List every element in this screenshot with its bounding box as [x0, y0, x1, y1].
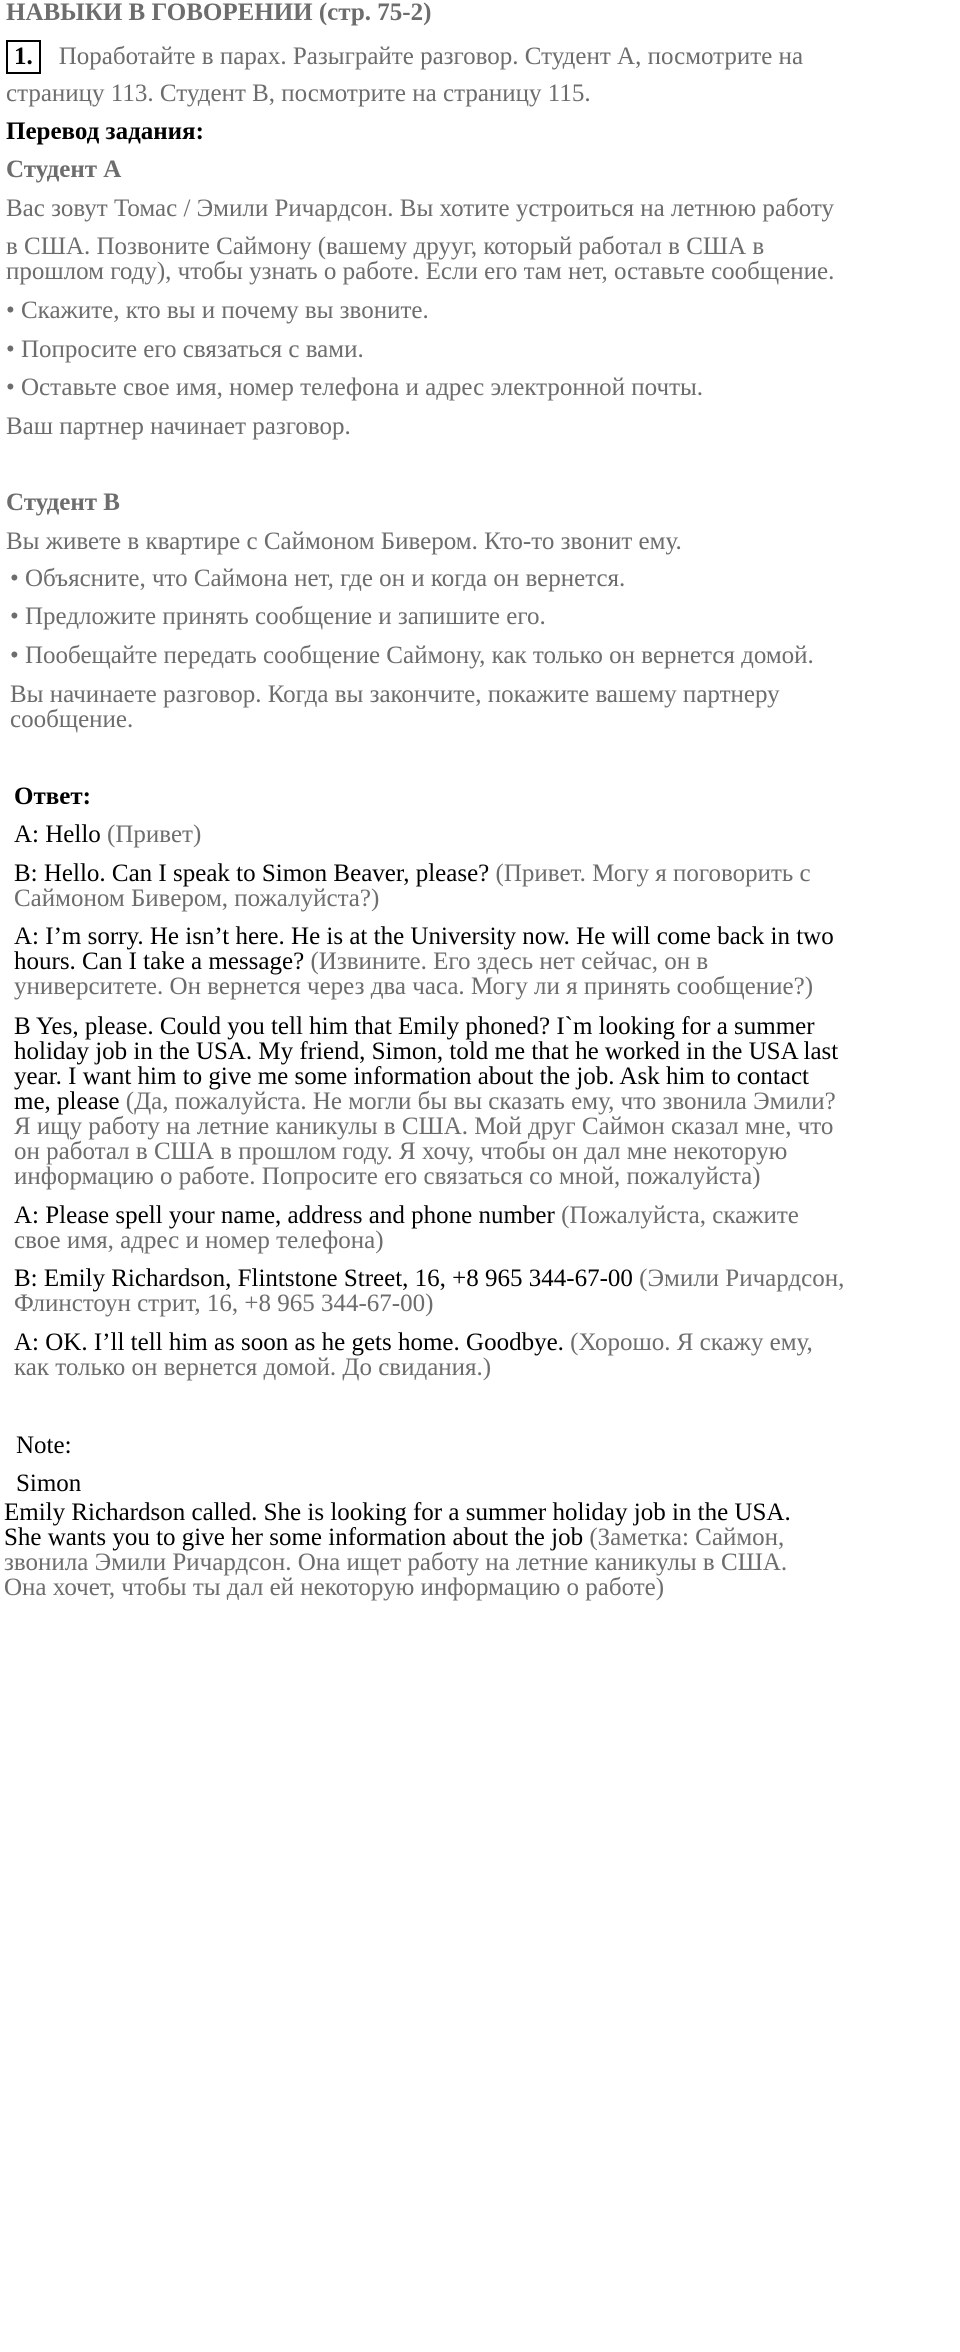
note-translation: Она хочет, чтобы ты дал ей некоторую информацию о работе)	[4, 1574, 665, 1601]
student-a-heading: Студент А	[6, 156, 122, 183]
student-b-bullet: • Пообещайте передать сообщение Саймону, как только он вернется домой.	[10, 642, 814, 669]
answer-heading: Ответ:	[14, 783, 91, 810]
dialogue-translation: информацию о работе. Попросите его связаться со мной, пожалуйста)	[14, 1163, 761, 1190]
task-text-line: страницу 113. Студент В, посмотрите на страницу 115.	[6, 80, 591, 107]
task-text-line: Поработайте в парах. Разыграйте разговор. Студент А, посмотрите на	[58, 43, 804, 70]
dialogue-english: B: Hello. Can I speak to Simon Beaver, please?	[14, 860, 496, 887]
student-a-bullet: • Оставьте свое имя, номер телефона и адрес электронной почты.	[6, 374, 704, 401]
dialogue-translation: (Да, пожалуйста. Не могли бы вы сказать ему, что звонила Эмили?	[125, 1088, 836, 1115]
dialogue-translation: (Пожалуйста, скажите	[561, 1202, 799, 1229]
dialogue-english: me, please	[14, 1088, 126, 1115]
student-b-bullet: • Объясните, что Саймона нет, где он и когда он вернется.	[10, 565, 626, 592]
student-a-closing: Ваш партнер начинает разговор.	[6, 413, 351, 440]
student-a-bullet: • Попросите его связаться с вами.	[6, 336, 364, 363]
dialogue-english: A: Hello	[14, 821, 108, 848]
note-english: Emily Richardson called. She is looking for a summer holiday job in the USA.	[4, 1499, 791, 1526]
dialogue-english: B Yes, please. Could you tell him that Emily phoned? I`m looking for a summer	[14, 1013, 815, 1040]
note-label: Note:	[16, 1432, 72, 1459]
dialogue-translation: (Извините. Его здесь нет сейчас, он в	[310, 948, 709, 975]
student-b-intro: Вы живете в квартире с Саймоном Бивером. Кто-то звонит ему.	[6, 528, 682, 555]
translation-heading: Перевод задания:	[6, 118, 204, 145]
note-translation: звонила Эмили Ричардсон. Она ищет работу на летние каникулы в США.	[4, 1549, 788, 1576]
dialogue-english: A: Please spell your name, address and phone number	[14, 1202, 562, 1229]
dialogue-line	[14, 816, 201, 854]
dialogue-english: year. I want him to give me some information about the job. Ask him to contact	[14, 1063, 809, 1090]
task-paragraph	[6, 38, 803, 76]
dialogue-translation: (Привет. Могу я поговорить с	[495, 860, 811, 887]
student-b-closing-line: Вы начинаете разговор. Когда вы закончите, покажите вашему партнеру	[10, 681, 780, 708]
dialogue-translation: (Эмили Ричардсон,	[639, 1265, 845, 1292]
student-b-heading: Студент В	[6, 489, 120, 516]
task-number: 1.	[6, 40, 41, 74]
dialogue-english: A: OK. I’ll tell him as soon as he gets home. Goodbye.	[14, 1329, 571, 1356]
dialogue-translation: (Хорошо. Я скажу ему,	[570, 1329, 813, 1356]
student-b-closing-line: сообщение.	[10, 706, 134, 733]
dialogue-translation: как только он вернется домой. До свидания.)	[14, 1354, 492, 1381]
student-a-intro-line: Вас зовут Томас / Эмили Ричардсон. Вы хотите устроиться на летнюю работу	[6, 195, 834, 222]
dialogue-translation: свое имя, адрес и номер телефона)	[14, 1227, 384, 1254]
dialogue-translation: университете. Он вернется через два часа. Могу ли я принять сообщение?)	[14, 973, 814, 1000]
dialogue-english: A: I’m sorry. He isn’t here. He is at the University now. He will come back in two	[14, 923, 834, 950]
dialogue-translation: Саймоном Бивером, пожалуйста?)	[14, 885, 380, 912]
page-title: НАВЫКИ В ГОВОРЕНИИ (стр. 75-2)	[6, 0, 432, 26]
dialogue-english: holiday job in the USA. My friend, Simon, told me that he worked in the USA last	[14, 1038, 839, 1065]
student-a-intro-line: в США. Позвоните Саймону (вашему друуг, который работал в США в	[6, 233, 765, 260]
dialogue-translation: он работал в США в прошлом году. Я хочу, чтобы он дал мне некоторую	[14, 1138, 788, 1165]
dialogue-translation: Я ищу работу на летние каникулы в США. Мой друг Саймон сказал мне, что	[14, 1113, 834, 1140]
student-a-intro-line: прошлом году), чтобы узнать о работе. Если его там нет, оставьте сообщение.	[6, 258, 835, 285]
student-a-bullet: • Скажите, кто вы и почему вы звоните.	[6, 297, 429, 324]
dialogue-english: B: Emily Richardson, Flintstone Street, 16, +8 965 344-67-00	[14, 1265, 640, 1292]
dialogue-english: hours. Can I take a message?	[14, 948, 311, 975]
dialogue-translation: Флинстоун стрит, 16, +8 965 344-67-00)	[14, 1290, 434, 1317]
dialogue-translation: (Привет)	[107, 821, 202, 848]
student-b-bullet: • Предложите принять сообщение и запишите его.	[10, 603, 546, 630]
note-translation: (Заметка: Саймон,	[589, 1524, 785, 1551]
note-recipient: Simon	[16, 1470, 82, 1497]
note-english: She wants you to give her some information about the job	[4, 1524, 590, 1551]
